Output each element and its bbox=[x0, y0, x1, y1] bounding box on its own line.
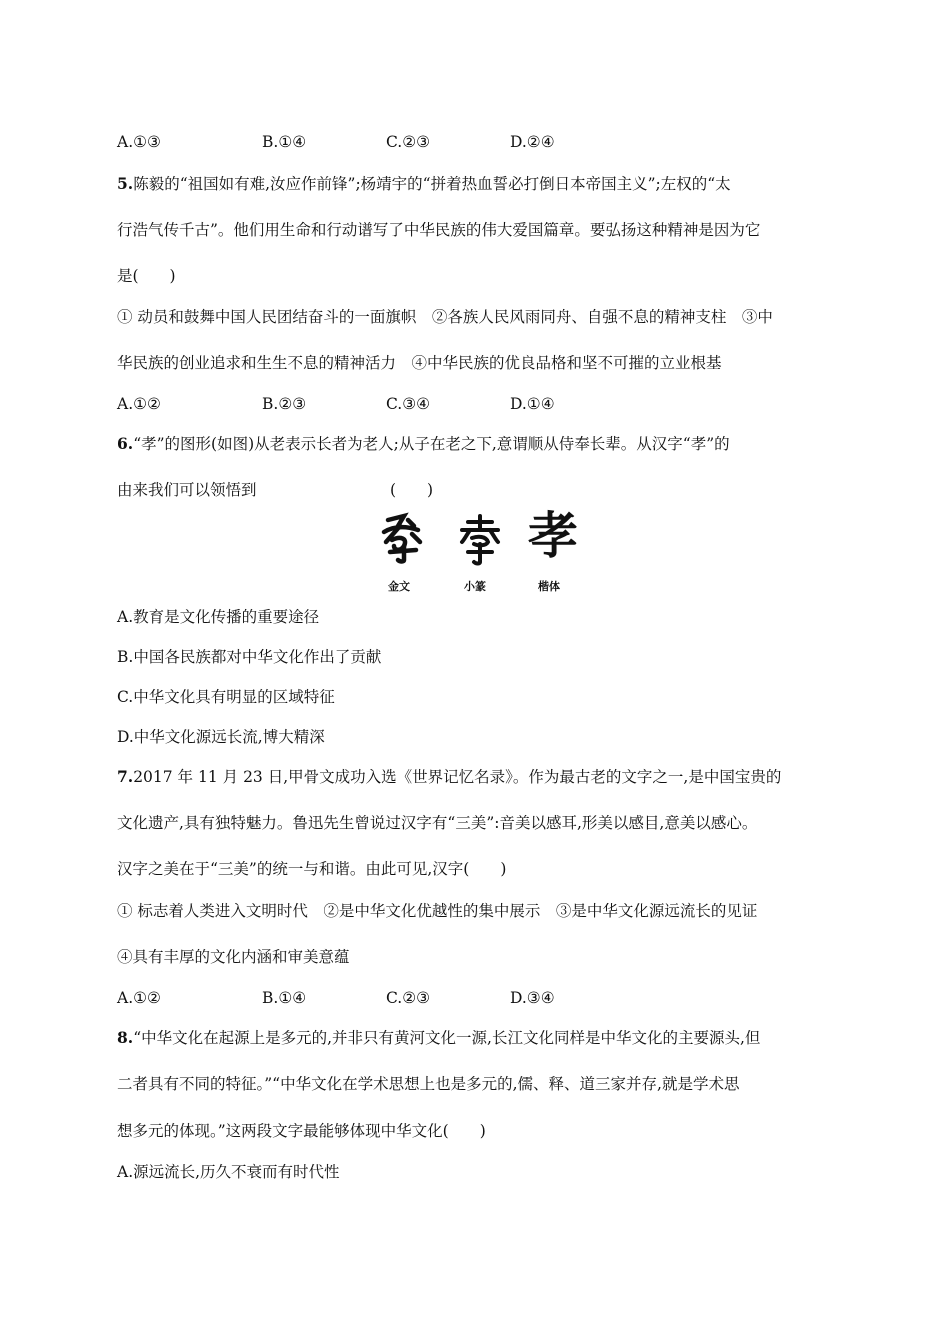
q6-answer-bracket: ( ) bbox=[390, 481, 434, 499]
q8-stem-line-3: 想多元的体现。”这两段文字最能够体现中华文化( ) bbox=[117, 1122, 486, 1140]
q4-option-a: A.①③ bbox=[117, 133, 161, 151]
q5-stem-line-2: 行浩气传千古”。他们用生命和行动谱写了中华民族的伟大爱国篇章。要弘扬这种精神是因为它 bbox=[117, 221, 761, 239]
q7-option-d: D.③④ bbox=[510, 989, 555, 1007]
caption-regular: 楷体 bbox=[538, 580, 560, 593]
q4-option-d: D.②④ bbox=[510, 133, 555, 151]
q4-option-b: B.①④ bbox=[262, 133, 307, 151]
q6-stem-line-1 bbox=[117, 434, 730, 454]
caption-bronze: 金文 bbox=[388, 580, 410, 593]
q7-stem-line-1 bbox=[117, 767, 781, 787]
q6-number: 6. bbox=[117, 434, 134, 453]
q5-item-line-1: ① 动员和鼓舞中国人民团结奋斗的一面旗帜 ②各族人民风雨同舟、自强不息的精神支柱 ③中 bbox=[117, 308, 773, 326]
q8-option-a: A.源远流长,历久不衰而有时代性 bbox=[117, 1163, 340, 1181]
q8-stem-line-1 bbox=[117, 1028, 760, 1048]
q6-stem-text-1: “孝”的图形(如图)从老表示长者为老人;从子在老之下,意谓顺从侍奉长辈。从汉字“孝”的 bbox=[133, 435, 730, 453]
xiao-character-figure bbox=[378, 506, 588, 602]
q6-stem-line-2: 由来我们可以领悟到 bbox=[117, 481, 257, 499]
q7-stem-line-2: 文化遗产,具有独特魅力。鲁迅先生曾说过汉字有“三美”:音美以感耳,形美以感目,意美以感心。 bbox=[117, 814, 758, 832]
regular-script-glyph: 孝 bbox=[528, 506, 578, 565]
seal-script-glyph bbox=[456, 514, 504, 566]
q6-option-c: C.中华文化具有明显的区域特征 bbox=[117, 688, 335, 706]
q5-option-c: C.③④ bbox=[386, 395, 431, 413]
q6-option-d: D.中华文化源远长流,博大精深 bbox=[117, 728, 325, 746]
q6-option-a: A.教育是文化传播的重要途径 bbox=[117, 608, 320, 626]
q8-stem-line-2: 二者具有不同的特征。”“中华文化在学术思想上也是多元的,儒、释、道三家并存,就是学术思 bbox=[117, 1075, 740, 1093]
q5-stem-line-3: 是( ) bbox=[117, 267, 176, 285]
q6-option-b: B.中国各民族都对中华文化作出了贡献 bbox=[117, 648, 382, 666]
q5-stem-text-1: 陈毅的“祖国如有难,汝应作前锋”;杨靖宇的“拼着热血誓必打倒日本帝国主义”;左权的“太 bbox=[133, 175, 731, 193]
q5-number: 5. bbox=[117, 174, 134, 193]
q5-option-a: A.①② bbox=[117, 395, 161, 413]
q8-number: 8. bbox=[117, 1028, 134, 1047]
q8-stem-text-1: “中华文化在起源上是多元的,并非只有黄河文化一源,长江文化同样是中华文化的主要源头,但 bbox=[133, 1029, 761, 1047]
q7-number: 7. bbox=[117, 767, 134, 786]
q5-item-line-2: 华民族的创业追求和生生不息的精神活力 ④中华民族的优良品格和坚不可摧的立业根基 bbox=[117, 354, 722, 372]
q5-option-b: B.②③ bbox=[262, 395, 307, 413]
q5-stem-line-1 bbox=[117, 174, 731, 194]
bronze-script-glyph bbox=[378, 512, 426, 564]
q7-option-a: A.①② bbox=[117, 989, 161, 1007]
q7-stem-line-3: 汉字之美在于“三美”的统一与和谐。由此可见,汉字( ) bbox=[117, 860, 507, 878]
q7-stem-text-1: 2017 年 11 月 23 日,甲骨文成功入选《世界记忆名录》。作为最古老的文字之一,是中国宝贵的 bbox=[133, 768, 782, 786]
q7-option-b: B.①④ bbox=[262, 989, 307, 1007]
caption-seal: 小篆 bbox=[464, 580, 486, 593]
q7-item-line-1: ① 标志着人类进入文明时代 ②是中华文化优越性的集中展示 ③是中华文化源远流长的见证 bbox=[117, 902, 758, 920]
q7-item-line-2: ④具有丰厚的文化内涵和审美意蕴 bbox=[117, 948, 350, 966]
q4-option-c: C.②③ bbox=[386, 133, 431, 151]
q7-option-c: C.②③ bbox=[386, 989, 431, 1007]
q5-option-d: D.①④ bbox=[510, 395, 555, 413]
